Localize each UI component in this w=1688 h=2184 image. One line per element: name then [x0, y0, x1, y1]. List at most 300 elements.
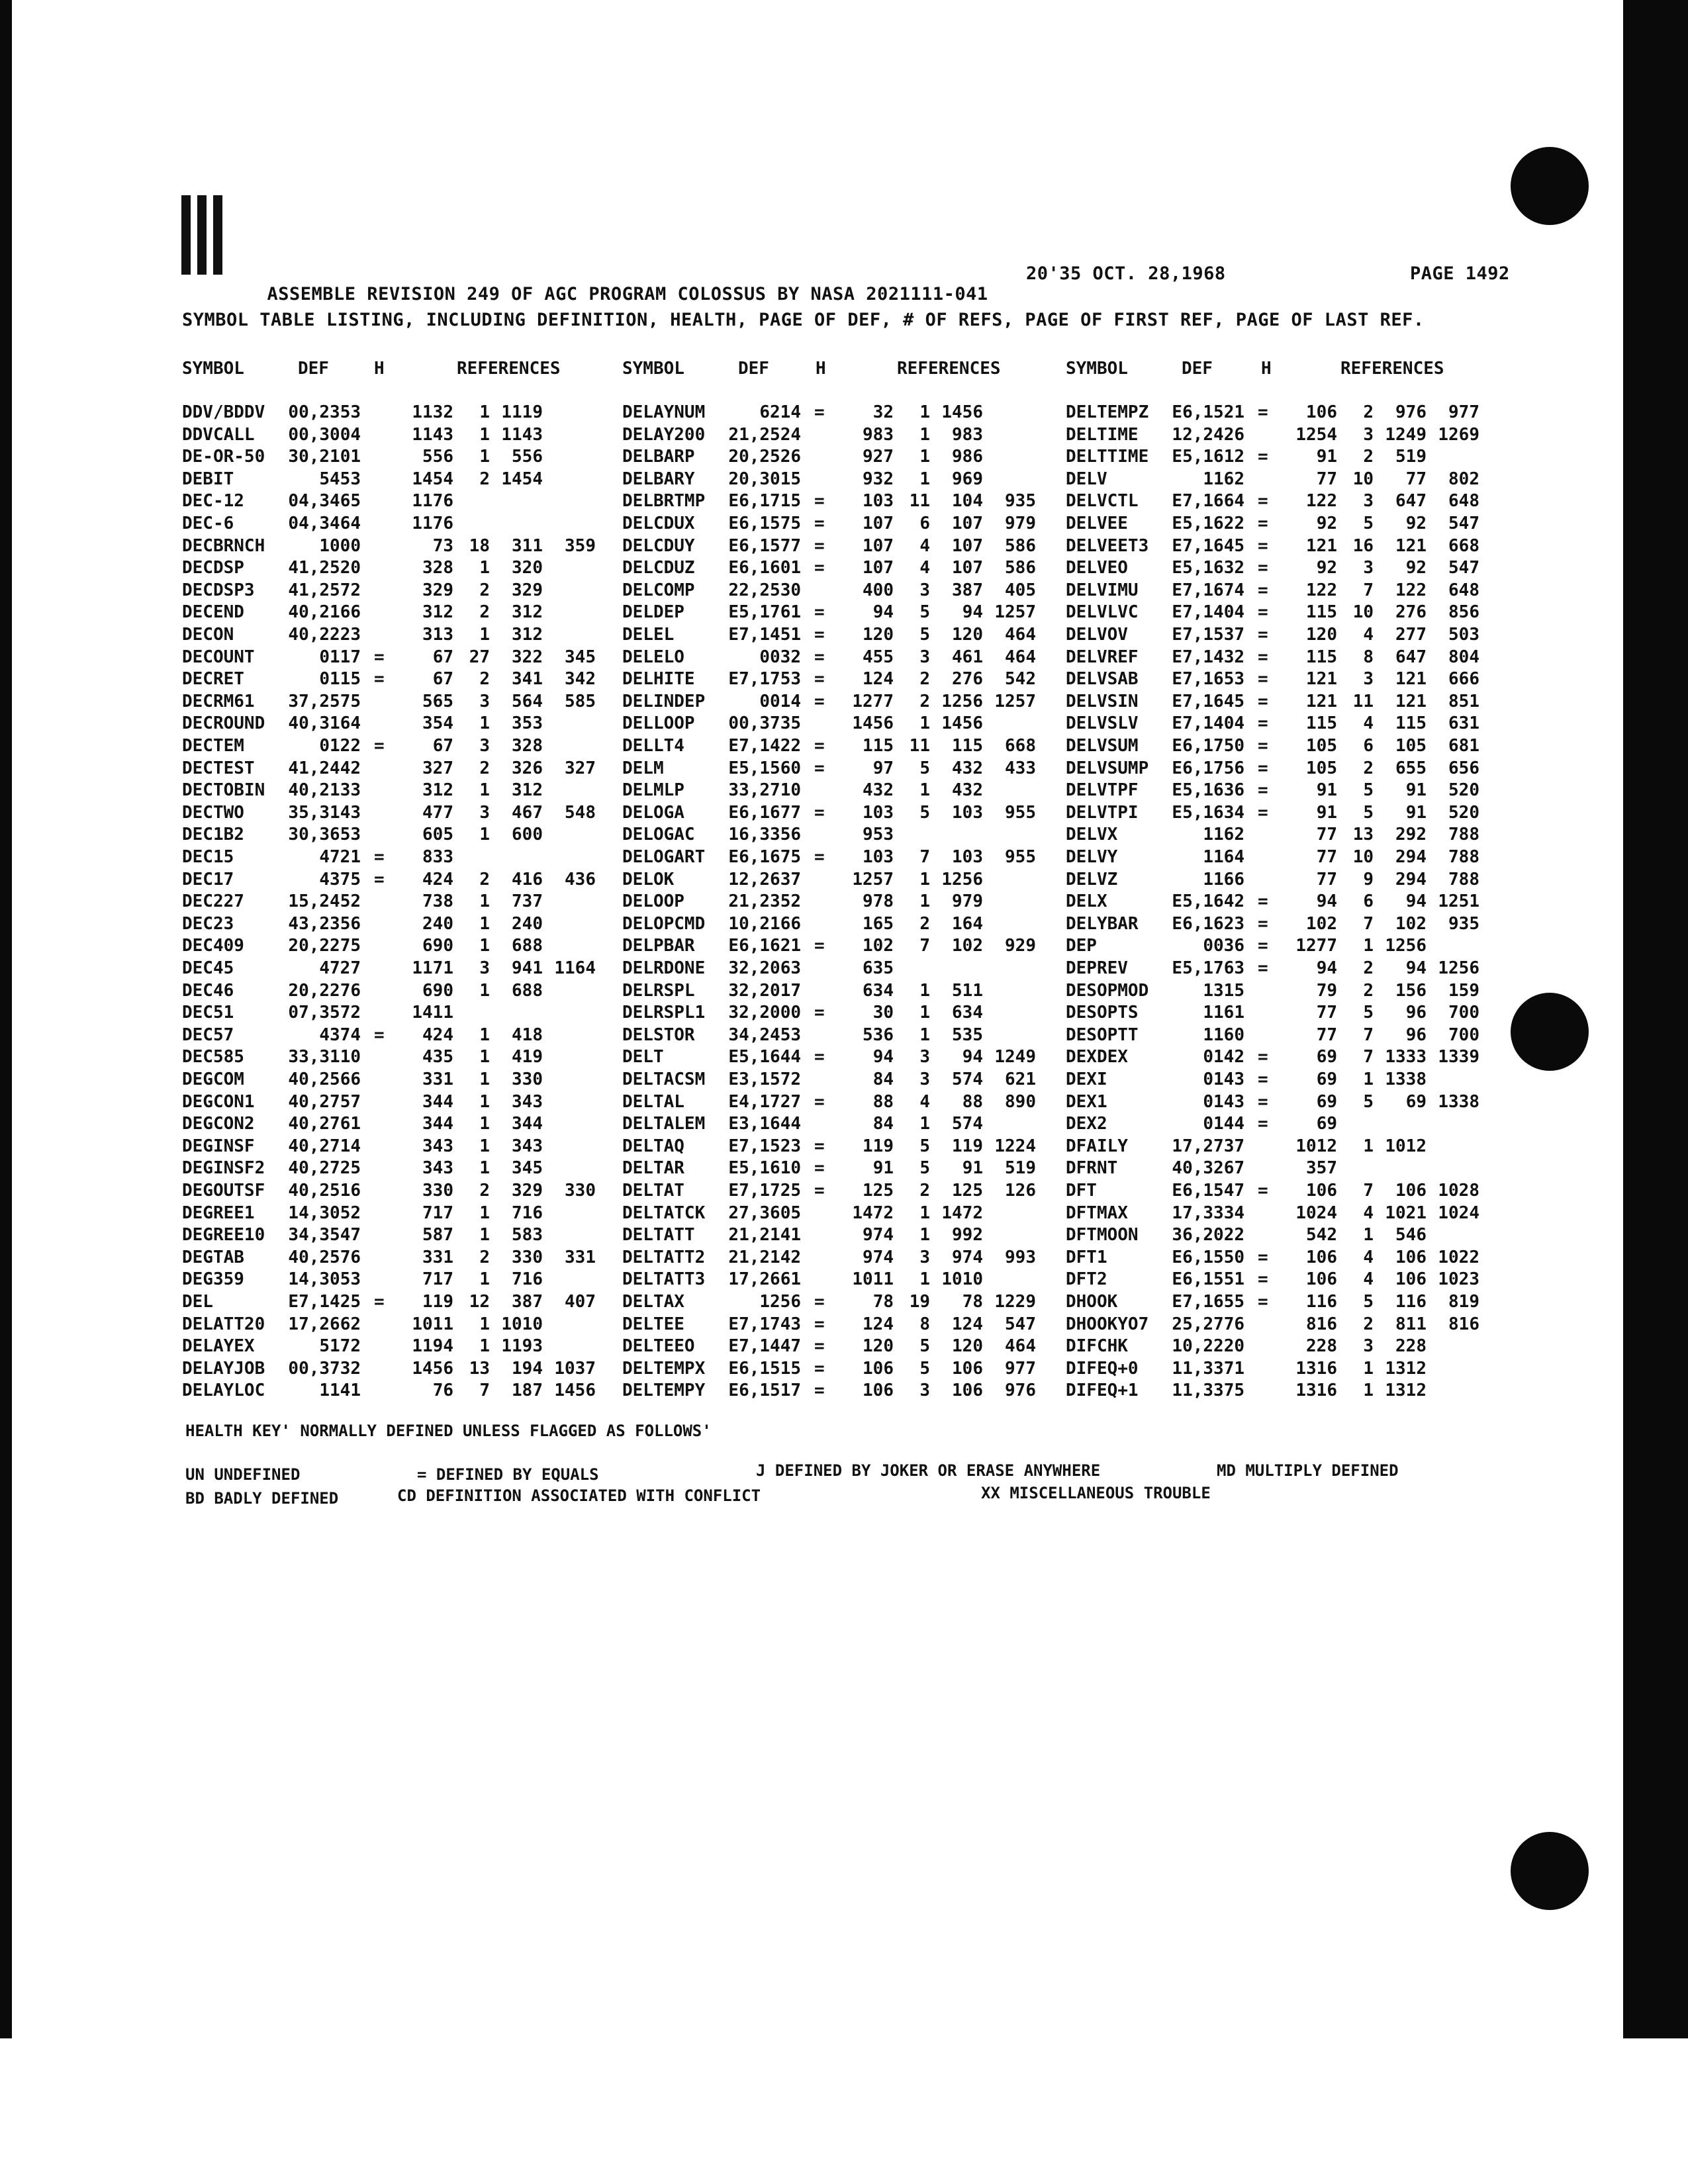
cell-symbol: DELTATT3 — [622, 1269, 706, 1290]
cell-last-ref: 330 — [565, 1181, 596, 1201]
cell-ref-count: 1 — [919, 402, 930, 422]
cell-ref-count: 3 — [1363, 558, 1374, 578]
cell-ref-count: 3 — [479, 802, 490, 823]
cell-first-ref: 115 — [952, 736, 983, 756]
cell-ref-count: 1 — [479, 1269, 490, 1290]
table-row — [0, 1092, 1688, 1113]
cell-ref-count: 1 — [479, 424, 490, 445]
cell-symbol: DELCDUZ — [622, 558, 695, 578]
health-key-md: MD MULTIPLY DEFINED — [1217, 1461, 1399, 1480]
cell-symbol: DFTMOON — [1066, 1225, 1139, 1246]
cell-symbol: DELTAR — [622, 1158, 684, 1179]
cell-def-page: 107 — [863, 535, 894, 556]
cell-def: 40,2757 — [288, 1091, 361, 1112]
cell-def: 1164 — [1203, 847, 1244, 867]
cell-def: 07,3572 — [288, 1003, 361, 1023]
cell-symbol: DELBARY — [622, 469, 695, 489]
cell-ref-count: 27 — [469, 647, 490, 667]
cell-def: 21,2524 — [728, 424, 801, 445]
cell-last-ref: 1028 — [1438, 1181, 1479, 1201]
cell-health: = — [814, 1136, 825, 1156]
cell-last-ref: 802 — [1448, 469, 1479, 489]
cell-def-page: 228 — [1306, 1336, 1337, 1357]
cell-last-ref: 464 — [1005, 1336, 1036, 1357]
cell-ref-count: 1 — [1363, 1381, 1374, 1401]
cell-first-ref: 294 — [1395, 847, 1427, 867]
cell-first-ref: 91 — [962, 1158, 983, 1179]
cell-def-page: 542 — [1306, 1225, 1337, 1246]
cell-def-page: 107 — [863, 514, 894, 533]
cell-def: 1160 — [1203, 1024, 1244, 1045]
cell-symbol: DESOPMOD — [1066, 980, 1149, 1001]
cell-symbol: DELVSAB — [1066, 669, 1139, 690]
cell-ref-count: 1 — [479, 891, 490, 912]
cell-def: 1166 — [1203, 869, 1244, 889]
cell-ref-count: 13 — [1352, 825, 1374, 845]
cell-symbol: DEC46 — [182, 980, 234, 1001]
cell-last-ref: 929 — [1005, 936, 1036, 956]
cell-symbol: DEX1 — [1066, 1091, 1107, 1112]
cell-health: = — [814, 602, 825, 623]
cell-symbol: DEC51 — [182, 1003, 234, 1023]
cell-last-ref: 890 — [1005, 1091, 1036, 1112]
cell-ref-count: 11 — [909, 491, 930, 512]
table-row — [0, 1114, 1688, 1135]
cell-def-page: 105 — [1306, 758, 1337, 778]
cell-def: E6,1601 — [728, 558, 801, 578]
cell-symbol: DELVIMU — [1066, 580, 1139, 600]
cell-def: E6,1677 — [728, 802, 801, 823]
table-row — [0, 1314, 1688, 1336]
cell-symbol: DELELO — [622, 647, 684, 667]
cell-def-page: 1277 — [1295, 936, 1337, 956]
cell-def: 40,2761 — [288, 1114, 361, 1134]
cell-ref-count: 5 — [919, 802, 930, 823]
cell-ref-count: 1 — [479, 980, 490, 1001]
cell-symbol: DELTAQ — [622, 1136, 684, 1156]
cell-symbol: DELAYEX — [182, 1336, 255, 1357]
cell-first-ref: 1338 — [1385, 1069, 1427, 1089]
cell-symbol: DELTIME — [1066, 424, 1139, 445]
cell-def-page: 1132 — [412, 402, 453, 422]
cell-ref-count: 8 — [1363, 647, 1374, 667]
cell-last-ref: 547 — [1448, 558, 1479, 578]
cell-last-ref: 935 — [1005, 491, 1036, 512]
cell-def-page: 73 — [432, 535, 453, 556]
cell-def: 1162 — [1203, 469, 1244, 489]
cell-def: 1315 — [1203, 980, 1244, 1001]
table-row — [0, 491, 1688, 512]
table-row — [0, 1225, 1688, 1246]
cell-first-ref: 156 — [1395, 980, 1427, 1001]
cell-first-ref: 106 — [952, 1358, 983, 1379]
table-row — [0, 402, 1688, 424]
cell-def: 33,2710 — [728, 780, 801, 801]
cell-def: 17,2661 — [728, 1269, 801, 1290]
cell-first-ref: 432 — [952, 780, 983, 801]
cell-last-ref: 1251 — [1438, 891, 1479, 912]
cell-health: = — [814, 535, 825, 556]
cell-def-page: 983 — [863, 424, 894, 445]
table-row — [0, 1359, 1688, 1380]
cell-last-ref: 327 — [565, 758, 596, 778]
cell-symbol: DDVCALL — [182, 424, 255, 445]
cell-symbol: DELLOOP — [622, 713, 695, 734]
cell-ref-count: 5 — [919, 602, 930, 623]
cell-first-ref: 345 — [512, 1158, 543, 1179]
cell-symbol: DELVEO — [1066, 558, 1128, 578]
header-date: 20'35 OCT. 28,1968 — [1026, 263, 1226, 284]
cell-symbol: DEC57 — [182, 1024, 234, 1045]
cell-first-ref: 88 — [962, 1091, 983, 1112]
cell-def-page: 329 — [422, 580, 453, 600]
cell-health: = — [814, 936, 825, 956]
cell-def-page: 124 — [863, 669, 894, 690]
cell-def-page: 932 — [863, 469, 894, 489]
cell-health: = — [814, 514, 825, 533]
cell-symbol: DELCDUY — [622, 535, 695, 556]
cell-symbol: DEL — [182, 1292, 213, 1312]
cell-def-page: 344 — [422, 1114, 453, 1134]
cell-symbol: DEGREE1 — [182, 1203, 255, 1223]
cell-first-ref: 574 — [952, 1069, 983, 1089]
cell-first-ref: 121 — [1395, 669, 1427, 690]
cell-first-ref: 277 — [1395, 625, 1427, 645]
cell-last-ref: 819 — [1448, 1292, 1479, 1312]
table-row — [0, 536, 1688, 557]
cell-def: 0036 — [1203, 936, 1244, 956]
cell-health: = — [814, 669, 825, 690]
cell-ref-count: 7 — [1363, 1024, 1374, 1045]
cell-ref-count: 2 — [919, 669, 930, 690]
cell-def: 00,3735 — [728, 713, 801, 734]
cell-def: 37,2575 — [288, 691, 361, 711]
cell-def-page: 455 — [863, 647, 894, 667]
cell-last-ref: 436 — [565, 869, 596, 889]
table-row — [0, 625, 1688, 646]
cell-ref-count: 7 — [1363, 1047, 1374, 1068]
table-row — [0, 1381, 1688, 1402]
punch-hole-bottom — [1511, 1832, 1589, 1910]
cell-def-page: 690 — [422, 936, 453, 956]
cell-first-ref: 125 — [952, 1181, 983, 1201]
cell-health: = — [814, 647, 825, 667]
cell-ref-count: 1 — [479, 1114, 490, 1134]
cell-def-page: 331 — [422, 1247, 453, 1267]
cell-def-page: 103 — [863, 847, 894, 867]
cell-ref-count: 3 — [1363, 669, 1374, 690]
cell-symbol: DELOK — [622, 869, 675, 889]
cell-ref-count: 2 — [479, 602, 490, 623]
health-key-un: UN UNDEFINED — [185, 1465, 301, 1484]
cell-symbol: DEXI — [1066, 1069, 1107, 1089]
cell-def: E7,1743 — [728, 1314, 801, 1334]
table-row — [0, 1292, 1688, 1313]
cell-first-ref: 124 — [952, 1314, 983, 1334]
cell-def-page: 556 — [422, 447, 453, 467]
cell-first-ref: 1256 — [941, 691, 983, 711]
cell-first-ref: 344 — [512, 1114, 543, 1134]
cell-ref-count: 2 — [1363, 958, 1374, 978]
cell-def: E5,1612 — [1172, 447, 1244, 467]
cell-def: 15,2452 — [288, 891, 361, 912]
cell-def-page: 88 — [872, 1091, 894, 1112]
cell-symbol: DECTOBIN — [182, 780, 265, 801]
cell-def: E6,1756 — [1172, 758, 1244, 778]
cell-def: E4,1727 — [728, 1091, 801, 1112]
cell-ref-count: 1 — [479, 625, 490, 645]
cell-first-ref: 164 — [952, 913, 983, 934]
cell-ref-count: 19 — [909, 1292, 930, 1312]
cell-last-ref: 681 — [1448, 736, 1479, 756]
cell-ref-count: 5 — [1363, 514, 1374, 533]
cell-health: = — [814, 625, 825, 645]
cell-def: E6,1577 — [728, 535, 801, 556]
cell-def-page: 103 — [863, 491, 894, 512]
col-def-3: DEF — [1182, 359, 1213, 379]
cell-def-page: 717 — [422, 1203, 453, 1223]
cell-def-page: 102 — [863, 936, 894, 956]
cell-health: = — [814, 847, 825, 867]
cell-last-ref: 977 — [1448, 402, 1479, 422]
cell-ref-count: 3 — [919, 647, 930, 667]
cell-ref-count: 16 — [1352, 535, 1374, 556]
cell-last-ref: 585 — [565, 691, 596, 711]
table-row — [0, 847, 1688, 868]
table-row — [0, 1203, 1688, 1224]
col-def-2: DEF — [738, 359, 769, 379]
cell-first-ref: 107 — [952, 514, 983, 533]
cell-def-page: 974 — [863, 1247, 894, 1267]
cell-symbol: DELEL — [622, 625, 675, 645]
cell-first-ref: 120 — [952, 1336, 983, 1357]
cell-first-ref: 1312 — [1385, 1358, 1427, 1379]
cell-first-ref: 1256 — [941, 869, 983, 889]
cell-ref-count: 5 — [919, 1158, 930, 1179]
cell-first-ref: 1010 — [501, 1314, 543, 1334]
cell-ref-count: 4 — [1363, 1269, 1374, 1290]
cell-last-ref: 648 — [1448, 491, 1479, 512]
col-symbol-1: SYMBOL — [182, 359, 244, 379]
cell-ref-count: 10 — [1352, 602, 1374, 623]
cell-first-ref: 312 — [512, 625, 543, 645]
table-row — [0, 580, 1688, 602]
cell-ref-count: 3 — [479, 958, 490, 978]
cell-def-page: 953 — [863, 825, 894, 845]
cell-symbol: DELOGA — [622, 802, 684, 823]
cell-def-page: 120 — [1306, 625, 1337, 645]
cell-def-page: 1316 — [1295, 1381, 1337, 1401]
cell-first-ref: 986 — [952, 447, 983, 467]
cell-first-ref: 1456 — [941, 402, 983, 422]
cell-first-ref: 228 — [1395, 1336, 1427, 1357]
cell-health: = — [814, 1091, 825, 1112]
cell-def-page: 974 — [863, 1225, 894, 1246]
cell-first-ref: 312 — [512, 780, 543, 801]
cell-def: 33,3110 — [288, 1047, 361, 1068]
cell-def: 40,2725 — [288, 1158, 361, 1179]
cell-symbol: DHOOKYO7 — [1066, 1314, 1149, 1334]
cell-def-page: 435 — [422, 1047, 453, 1068]
cell-last-ref: 1269 — [1438, 424, 1479, 445]
cell-def: 30,2101 — [288, 447, 361, 467]
cell-ref-count: 1 — [1363, 1136, 1374, 1156]
cell-def-page: 106 — [863, 1358, 894, 1379]
cell-health: = — [374, 669, 385, 690]
table-row — [0, 780, 1688, 801]
cell-ref-count: 2 — [479, 1247, 490, 1267]
cell-symbol: DEC17 — [182, 869, 234, 889]
punch-hole-top — [1511, 147, 1589, 225]
cell-first-ref: 419 — [512, 1047, 543, 1068]
cell-def-page: 122 — [1306, 491, 1337, 512]
cell-symbol: DELTTIME — [1066, 447, 1149, 467]
cell-first-ref: 1249 — [1385, 424, 1427, 445]
cell-ref-count: 2 — [479, 580, 490, 600]
cell-def-page: 121 — [1306, 669, 1337, 690]
cell-def-page: 91 — [1316, 802, 1337, 823]
cell-first-ref: 119 — [952, 1136, 983, 1156]
cell-def-page: 240 — [422, 913, 453, 934]
cell-def-page: 91 — [1316, 447, 1337, 467]
cell-symbol: DELSTOR — [622, 1024, 695, 1045]
cell-ref-count: 7 — [1363, 913, 1374, 934]
cell-def: 40,2133 — [288, 780, 361, 801]
cell-def: E6,1715 — [728, 491, 801, 512]
cell-symbol: DELLT4 — [622, 736, 684, 756]
cell-def: 04,3465 — [288, 491, 361, 512]
cell-ref-count: 2 — [1363, 447, 1374, 467]
table-row — [0, 825, 1688, 846]
cell-first-ref: 311 — [512, 535, 543, 556]
cell-last-ref: 464 — [1005, 647, 1036, 667]
cell-symbol: DELATT20 — [182, 1314, 265, 1334]
cell-ref-count: 5 — [919, 1336, 930, 1357]
cell-last-ref: 977 — [1005, 1358, 1036, 1379]
cell-first-ref: 116 — [1395, 1292, 1427, 1312]
cell-symbol: DELVSLV — [1066, 713, 1139, 734]
col-h-3: H — [1261, 359, 1272, 379]
cell-symbol: DELTACSM — [622, 1069, 706, 1089]
cell-def: E6,1547 — [1172, 1181, 1244, 1201]
cell-ref-count: 1 — [479, 1336, 490, 1357]
cell-symbol: DEGCON2 — [182, 1114, 255, 1134]
cell-first-ref: 564 — [512, 691, 543, 711]
cell-symbol: DESOPTS — [1066, 1003, 1139, 1023]
cell-symbol: DELVEET3 — [1066, 535, 1149, 556]
cell-def-page: 103 — [863, 802, 894, 823]
cell-ref-count: 3 — [919, 1069, 930, 1089]
cell-def-page: 115 — [1306, 713, 1337, 734]
cell-first-ref: 1143 — [501, 424, 543, 445]
cell-def: 20,2526 — [728, 447, 801, 467]
health-key-j: J DEFINED BY JOKER OR ERASE ANYWHERE — [756, 1461, 1101, 1480]
cell-def-page: 106 — [1306, 1269, 1337, 1290]
cell-def-page: 1011 — [412, 1314, 453, 1334]
table-row — [0, 936, 1688, 957]
cell-def-page: 344 — [422, 1091, 453, 1112]
cell-symbol: DELVTPI — [1066, 802, 1139, 823]
listing-subtitle: SYMBOL TABLE LISTING, INCLUDING DEFINITION, HEALTH, PAGE OF DEF, # OF REFS, PAGE OF FIRST REF, PAGE OF LAST REF. — [182, 310, 1425, 330]
cell-symbol: DEXDEX — [1066, 1047, 1128, 1068]
table-row — [0, 1047, 1688, 1068]
table-row — [0, 1069, 1688, 1091]
cell-last-ref: 816 — [1448, 1314, 1479, 1334]
cell-def-page: 690 — [422, 980, 453, 1001]
cell-symbol: DEGTAB — [182, 1247, 244, 1267]
cell-symbol: DELT — [622, 1047, 664, 1068]
cell-symbol: DELRDONE — [622, 958, 706, 978]
cell-ref-count: 4 — [1363, 1247, 1374, 1267]
cell-last-ref: 1037 — [554, 1358, 596, 1379]
cell-first-ref: 647 — [1395, 491, 1427, 512]
cell-symbol: DEX2 — [1066, 1114, 1107, 1134]
cell-symbol: DEC409 — [182, 936, 244, 956]
cell-def-page: 69 — [1316, 1114, 1337, 1134]
cell-def: 35,3143 — [288, 802, 361, 823]
cell-def-page: 343 — [422, 1158, 453, 1179]
cell-def: E6,1750 — [1172, 736, 1244, 756]
cell-symbol: DECEND — [182, 602, 244, 623]
cell-first-ref: 187 — [512, 1381, 543, 1401]
cell-def: 4375 — [319, 869, 361, 889]
table-row — [0, 958, 1688, 979]
cell-symbol: DECRET — [182, 669, 244, 690]
cell-def: 4721 — [319, 847, 361, 867]
cell-health: = — [814, 1314, 825, 1334]
health-key-cd: CD DEFINITION ASSOCIATED WITH CONFLICT — [397, 1486, 761, 1505]
cell-health: = — [814, 758, 825, 778]
cell-first-ref: 574 — [952, 1114, 983, 1134]
cell-first-ref: 121 — [1395, 691, 1427, 711]
cell-def-page: 738 — [422, 891, 453, 912]
cell-def: 0143 — [1203, 1091, 1244, 1112]
cell-def: E6,1575 — [728, 514, 801, 533]
cell-last-ref: 1249 — [994, 1047, 1036, 1068]
cell-first-ref: 1010 — [941, 1269, 983, 1290]
cell-def: 1000 — [319, 535, 361, 556]
cell-ref-count: 1 — [479, 913, 490, 934]
cell-def-page: 357 — [1306, 1158, 1337, 1179]
cell-def-page: 816 — [1306, 1314, 1337, 1334]
cell-ref-count: 2 — [919, 913, 930, 934]
cell-last-ref: 666 — [1448, 669, 1479, 690]
cell-last-ref: 520 — [1448, 802, 1479, 823]
cell-symbol: DELHITE — [622, 669, 695, 690]
cell-symbol: DEC45 — [182, 958, 234, 978]
cell-ref-count: 12 — [469, 1292, 490, 1312]
cell-def-page: 125 — [863, 1181, 894, 1201]
cell-def: 1161 — [1203, 1003, 1244, 1023]
cell-last-ref: 788 — [1448, 825, 1479, 845]
cell-ref-count: 1 — [919, 424, 930, 445]
cell-def-page: 69 — [1316, 1069, 1337, 1089]
cell-def: 1256 — [759, 1292, 801, 1312]
cell-def: 17,2737 — [1172, 1136, 1244, 1156]
cell-ref-count: 1 — [479, 713, 490, 734]
cell-ref-count: 3 — [1363, 1336, 1374, 1357]
cell-symbol: DFAILY — [1066, 1136, 1128, 1156]
cell-first-ref: 979 — [952, 891, 983, 912]
table-row — [0, 914, 1688, 935]
cell-def-page: 79 — [1316, 980, 1337, 1001]
cell-def-page: 77 — [1316, 469, 1337, 489]
cell-def: 11,3375 — [1172, 1381, 1244, 1401]
cell-last-ref: 935 — [1448, 913, 1479, 934]
cell-symbol: DELOGART — [622, 847, 706, 867]
cell-def: E5,1632 — [1172, 558, 1244, 578]
header-page: PAGE 1492 — [1410, 263, 1510, 284]
